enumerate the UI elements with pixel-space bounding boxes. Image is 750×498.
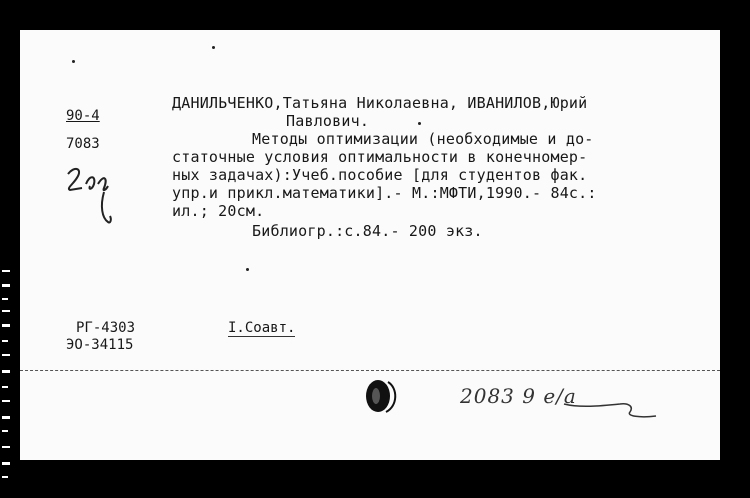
call-number: 90-4 bbox=[66, 108, 100, 124]
title-line-2: статочные условия оптимальности в конечномер- bbox=[172, 148, 588, 166]
author-heading-continued: Павлович. bbox=[286, 112, 370, 130]
tracing-coauthor: I.Соавт. bbox=[228, 320, 296, 336]
handwritten-side-mark bbox=[62, 162, 118, 230]
title-line-1: Методы оптимизации (необходимые и до- bbox=[252, 130, 594, 148]
library-stamp-mark bbox=[356, 372, 404, 420]
speck bbox=[72, 60, 75, 63]
library-catalog-card bbox=[20, 30, 720, 460]
speck bbox=[418, 122, 421, 125]
author-heading: ДАНИЛЬЧЕНКО,Татьяна Николаевна, ИВАНИЛОВ,Юрий bbox=[172, 94, 588, 112]
classification-code: РГ-4303 bbox=[76, 320, 136, 336]
title-line-3: ных задачах):Учеб.пособие [для студентов фак. bbox=[172, 166, 588, 184]
handwritten-number: 2083 9 e/a bbox=[460, 378, 660, 418]
speck bbox=[212, 46, 215, 49]
bibliography-note: Библиогр.:с.84.- 200 экз. bbox=[252, 222, 483, 240]
inventory-number: 7083 bbox=[66, 136, 100, 152]
imprint-line: упр.и прикл.математики].- М.:МФТИ,1990.- 84с.: bbox=[172, 184, 597, 202]
film-edge-strip bbox=[0, 250, 12, 494]
speck bbox=[246, 268, 249, 271]
physical-description: ил.; 20см. bbox=[172, 202, 265, 220]
accession-code: ЭО-34115 bbox=[66, 337, 134, 353]
card-divider-line bbox=[20, 370, 720, 371]
